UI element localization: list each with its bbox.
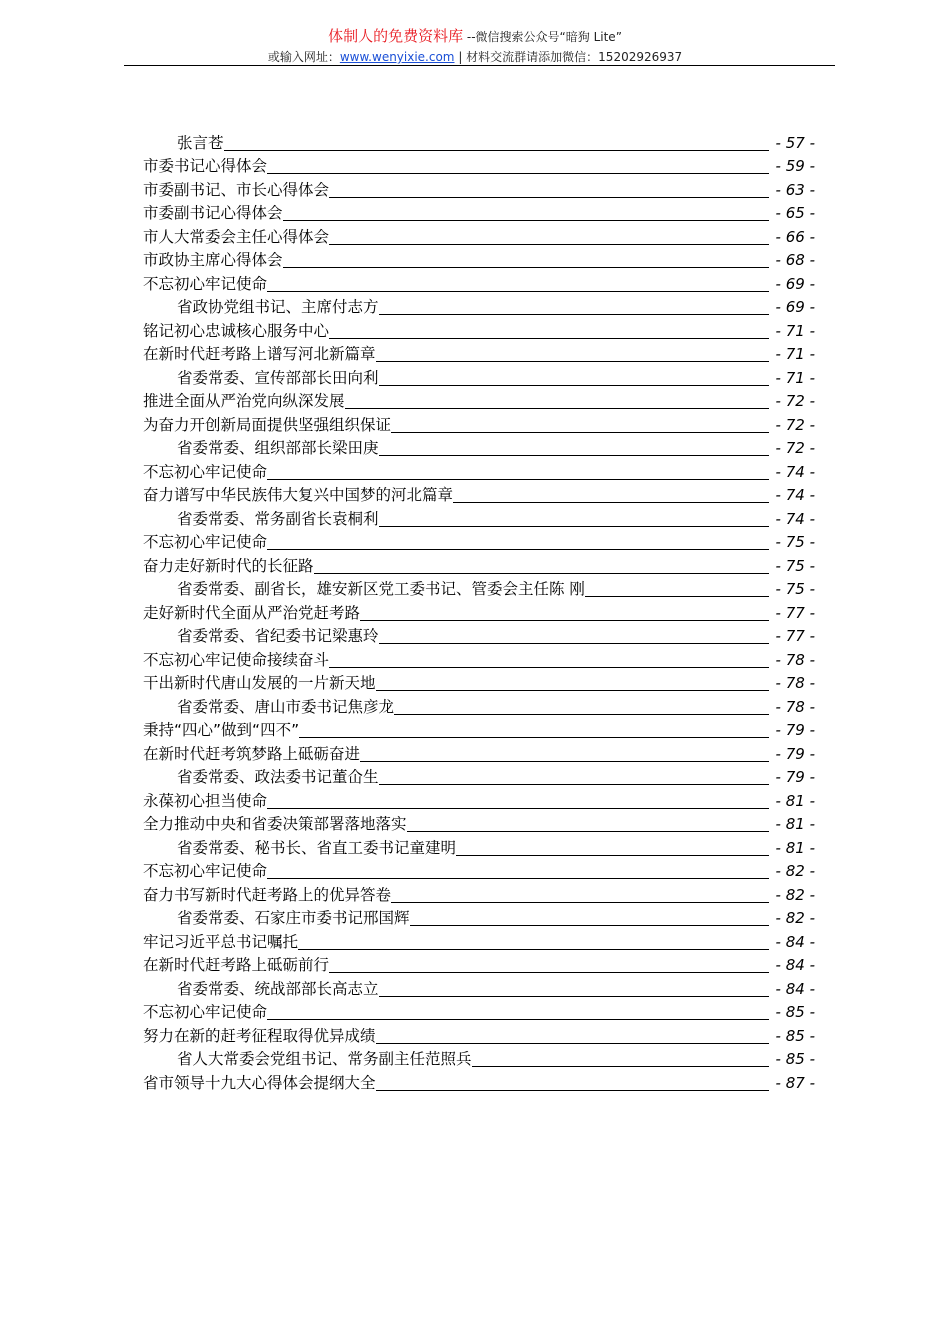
toc-entry-title: 省委常委、组织部部长梁田庚 (177, 439, 379, 457)
toc-entry-title: 省人大常委会党组书记、常务副主任范照兵 (177, 1050, 472, 1068)
toc-leader-line (391, 432, 769, 433)
toc-entry-page: - 84 - (775, 932, 815, 951)
toc-entry-page: - 66 - (775, 227, 815, 246)
toc-entry-page: - 57 - (775, 133, 815, 152)
toc-entry[interactable] (143, 764, 815, 788)
header-title-line (0, 26, 950, 47)
toc-entry[interactable] (143, 576, 815, 600)
toc-entry[interactable] (143, 952, 815, 976)
toc-leader-line (299, 737, 769, 738)
toc-entry[interactable] (143, 247, 815, 271)
toc-entry-page: - 71 - (775, 345, 815, 363)
page-header (0, 26, 950, 65)
toc-entry[interactable] (143, 435, 815, 459)
toc-entry[interactable] (143, 364, 815, 388)
toc-entry-title: 市政协主席心得体会 (143, 251, 283, 269)
toc-entry-page: - 63 - (775, 180, 815, 199)
toc-entry-page: - 77 - (775, 627, 815, 645)
header-subtitle: --微信搜索公众号“暗狗 Lite” (463, 30, 622, 44)
toc-entry-title: 省委常委、政法委书记董仚生 (177, 768, 379, 786)
toc-entry-page: - 75 - (775, 580, 815, 598)
toc-entry-page: - 78 - (775, 674, 815, 692)
toc-entry-page: - 77 - (775, 603, 815, 622)
toc-leader-line (267, 291, 769, 292)
toc-leader-line (472, 1066, 769, 1067)
toc-leader-line (314, 573, 769, 574)
toc-entry[interactable] (143, 388, 815, 412)
toc-entry-page: - 84 - (775, 979, 815, 998)
toc-leader-line (376, 1090, 769, 1091)
toc-entry-page: - 78 - (775, 697, 815, 716)
toc-entry-page: - 71 - (775, 321, 815, 340)
toc-entry-title: 干出新时代唐山发展的一片新天地 (143, 674, 376, 692)
toc-entry[interactable] (143, 223, 815, 247)
header-title: 体制人的免费资料库 (328, 27, 464, 45)
header-url-prefix: 或输入网址： (267, 50, 340, 64)
toc-entry[interactable] (143, 858, 815, 882)
toc-entry[interactable] (143, 200, 815, 224)
header-url-link[interactable]: www.wenyixie.com (339, 50, 455, 64)
toc-entry[interactable] (143, 693, 815, 717)
toc-entry[interactable] (143, 1069, 815, 1093)
toc-entry[interactable] (143, 928, 815, 952)
header-contact-line (0, 49, 950, 65)
toc-leader-line (410, 925, 769, 926)
toc-leader-line (453, 502, 769, 503)
toc-entry-title: 不忘初心牢记使命 (143, 462, 268, 481)
toc-entry-page: - 71 - (775, 368, 815, 387)
toc-entry-title: 不忘初心牢记使命 (143, 1003, 268, 1021)
toc-entry-title: 奋力走好新时代的长征路 (143, 556, 314, 575)
toc-leader-line (376, 690, 769, 691)
toc-entry-title: 秉持“四心”做到“四不” (143, 721, 300, 739)
toc-entry-page: - 82 - (775, 885, 815, 904)
toc-entry-page: - 69 - (775, 274, 815, 293)
toc-entry-page: - 79 - (775, 721, 815, 739)
header-divider (124, 65, 835, 66)
toc-entry[interactable] (143, 482, 815, 506)
toc-entry-title: 牢记习近平总书记嘱托 (143, 932, 299, 951)
toc-entry[interactable] (143, 529, 815, 553)
toc-leader-line (379, 643, 769, 644)
toc-entry-page: - 85 - (775, 1003, 815, 1021)
toc-leader-line (267, 808, 769, 809)
toc-entry-page: - 87 - (775, 1073, 815, 1092)
toc-entry[interactable] (143, 717, 815, 741)
toc-entry-page: - 81 - (775, 815, 815, 833)
toc-entry[interactable] (143, 341, 815, 365)
toc-entry-title: 市委副书记心得体会 (143, 204, 283, 222)
toc-entry-page: - 65 - (775, 204, 815, 222)
toc-entry-title: 省委常委、统战部部长高志立 (177, 979, 379, 998)
toc-entry-page: - 72 - (775, 392, 815, 410)
toc-entry[interactable] (143, 1046, 815, 1070)
toc-leader-line (224, 150, 769, 151)
toc-leader-line (283, 267, 769, 268)
toc-entry[interactable] (143, 176, 815, 200)
toc-leader-line (360, 620, 769, 621)
toc-entry[interactable] (143, 153, 815, 177)
toc-entry-page: - 75 - (775, 556, 815, 575)
toc-entry-title: 省委常委、省纪委书记梁惠玲 (177, 627, 379, 645)
toc-entry-page: - 82 - (775, 862, 815, 880)
toc-entry[interactable] (143, 787, 815, 811)
toc-entry-title: 努力在新的赶考征程取得优异成绩 (143, 1026, 376, 1045)
toc-leader-line (379, 784, 769, 785)
toc-entry-page: - 84 - (775, 956, 815, 974)
toc-leader-line (267, 549, 769, 550)
toc-entry-page: - 59 - (775, 157, 815, 175)
toc-entry[interactable] (143, 129, 815, 153)
toc-entry-title: 省委常委、常务副省长袁桐利 (177, 509, 379, 528)
toc-entry-title: 省委常委、秘书长、省直工委书记童建明 (177, 838, 457, 857)
toc-leader-line (267, 479, 769, 480)
toc-leader-line (376, 1043, 769, 1044)
toc-entry[interactable] (143, 1022, 815, 1046)
toc-entry-title: 张言苍 (177, 133, 224, 152)
toc-entry[interactable] (143, 881, 815, 905)
toc-leader-line (329, 972, 769, 973)
toc-entry-title: 不忘初心牢记使命 (143, 862, 268, 880)
toc-entry-title: 走好新时代全面从严治党赶考路 (143, 603, 361, 622)
toc-leader-line (585, 596, 769, 597)
toc-entry-title: 永葆初心担当使命 (143, 791, 268, 810)
toc-entry-page: - 79 - (775, 768, 815, 786)
toc-entry[interactable] (143, 999, 815, 1023)
toc-entry-title: 在新时代赶考路上谱写河北新篇章 (143, 345, 376, 363)
toc-leader-line (329, 667, 769, 668)
toc-entry-title: 推进全面从严治党向纵深发展 (143, 392, 345, 410)
toc-entry-title: 省委常委、宣传部部长田向利 (177, 368, 379, 387)
toc-entry-page: - 68 - (775, 251, 815, 269)
toc-leader-line (379, 996, 769, 997)
toc-entry-page: - 74 - (775, 486, 815, 504)
toc-entry-page: - 78 - (775, 650, 815, 669)
toc-entry[interactable] (143, 599, 815, 623)
toc-entry-title: 在新时代赶考筑梦路上砥砺奋进 (143, 744, 361, 763)
toc-entry-title: 不忘初心牢记使命接续奋斗 (143, 650, 330, 669)
toc-entry-title: 省委常委、唐山市委书记焦彦龙 (177, 697, 395, 716)
toc-entry-title: 奋力书写新时代赶考路上的优异答卷 (143, 885, 392, 904)
toc-leader-line (283, 220, 769, 221)
toc-entry-page: - 72 - (775, 439, 815, 457)
toc-entry-page: - 82 - (775, 909, 815, 927)
toc-leader-line (391, 902, 769, 903)
header-contact: | 材料交流群请添加微信：15202926937 (454, 50, 683, 64)
toc-leader-line (379, 455, 769, 456)
toc-entry[interactable] (143, 834, 815, 858)
toc-leader-line (267, 173, 769, 174)
toc-entry-page: - 79 - (775, 744, 815, 763)
toc-entry[interactable] (143, 294, 815, 318)
toc-entry-title: 在新时代赶考路上砥砺前行 (143, 956, 330, 974)
toc-entry[interactable] (143, 905, 815, 929)
toc-entry-title: 市委副书记、市长心得体会 (143, 180, 330, 199)
table-of-contents (143, 129, 815, 1093)
toc-entry-page: - 74 - (775, 509, 815, 528)
toc-entry-title: 省市领导十九大心得体会提纲大全 (143, 1073, 376, 1092)
toc-entry-page: - 85 - (775, 1050, 815, 1068)
toc-entry-page: - 81 - (775, 838, 815, 857)
toc-entry[interactable] (143, 458, 815, 482)
toc-entry-title: 铭记初心忠诚核心服务中心 (143, 321, 330, 340)
toc-leader-line (456, 855, 769, 856)
toc-leader-line (379, 314, 769, 315)
toc-entry-title: 不忘初心牢记使命 (143, 533, 268, 551)
toc-leader-line (329, 197, 769, 198)
toc-entry[interactable] (143, 811, 815, 835)
toc-leader-line (267, 1019, 769, 1020)
toc-leader-line (345, 408, 769, 409)
toc-entry-page: - 74 - (775, 462, 815, 481)
toc-entry[interactable] (143, 623, 815, 647)
toc-leader-line (298, 949, 769, 950)
toc-entry-title: 全力推动中央和省委决策部署落地落实 (143, 815, 407, 833)
toc-entry[interactable] (143, 505, 815, 529)
toc-entry-page: - 85 - (775, 1026, 815, 1045)
toc-entry[interactable] (143, 552, 815, 576)
toc-entry-title: 为奋力开创新局面提供坚强组织保证 (143, 415, 392, 434)
toc-entry-title: 省政协党组书记、主席付志方 (177, 298, 379, 316)
toc-leader-line (329, 244, 769, 245)
toc-entry-page: - 75 - (775, 533, 815, 551)
toc-entry[interactable] (143, 975, 815, 999)
toc-entry[interactable] (143, 646, 815, 670)
toc-leader-line (360, 761, 769, 762)
toc-leader-line (267, 878, 769, 879)
toc-entry-title: 市委书记心得体会 (143, 157, 268, 175)
toc-entry-page: - 69 - (775, 298, 815, 316)
toc-entry-title: 奋力谱写中华民族伟大复兴中国梦的河北篇章 (143, 486, 454, 504)
toc-leader-line (394, 714, 769, 715)
toc-entry-title: 不忘初心牢记使命 (143, 274, 268, 293)
toc-entry-page: - 72 - (775, 415, 815, 434)
toc-entry-title: 省委常委、石家庄市委书记邢国辉 (177, 909, 410, 927)
toc-entry-page: - 81 - (775, 791, 815, 810)
toc-entry[interactable] (143, 740, 815, 764)
toc-leader-line (407, 831, 769, 832)
toc-entry-title: 市人大常委会主任心得体会 (143, 227, 330, 246)
toc-entry[interactable] (143, 317, 815, 341)
toc-entry[interactable] (143, 270, 815, 294)
toc-entry[interactable] (143, 670, 815, 694)
toc-entry-title: 省委常委、副省长，雄安新区党工委书记、管委会主任陈 刚 (177, 580, 585, 598)
toc-leader-line (329, 338, 769, 339)
toc-leader-line (379, 385, 769, 386)
toc-leader-line (376, 361, 769, 362)
toc-leader-line (379, 526, 769, 527)
toc-entry[interactable] (143, 411, 815, 435)
